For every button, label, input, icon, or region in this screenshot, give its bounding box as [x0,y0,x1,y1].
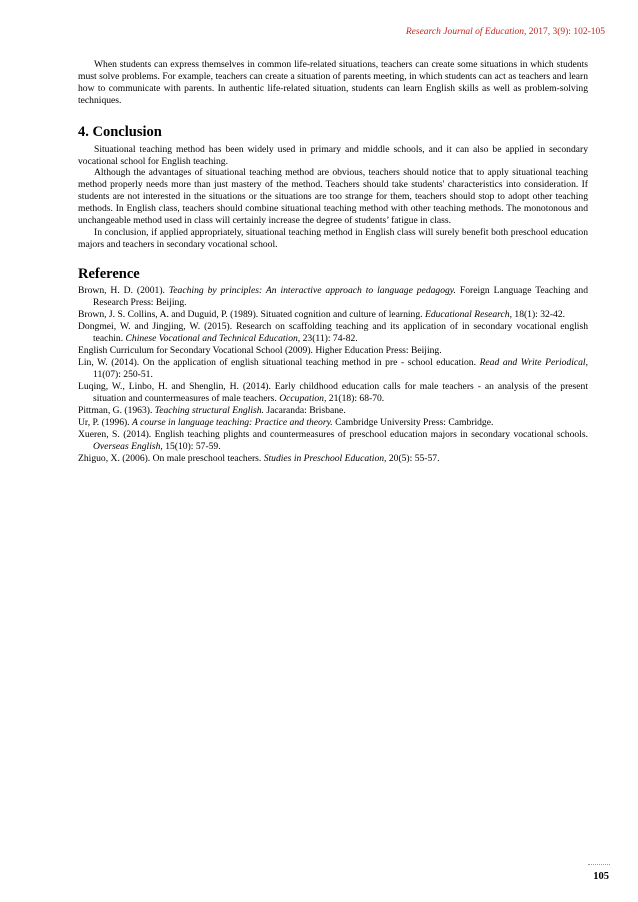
conclusion-paragraph: In conclusion, if applied appropriately, situational teaching method in English class will surely benefit both preschool education majors and teachers in secondary vocational school. [78,226,588,250]
reference-title: A course in language teaching: Practice and theory. [131,416,333,428]
reference-title: Read and Write Periodical, [479,356,588,368]
reference-item [78,357,588,381]
reference-item [78,429,588,453]
reference-text: Zhiguo, X. (2006). On male preschool teachers. [78,452,264,464]
reference-text: Ur, P. (1996). [78,416,132,428]
reference-text: English Curriculum for Secondary Vocational School (2009). Higher Education Press: Beijing. [78,344,442,356]
reference-title: Overseas English, [93,440,163,452]
reference-item [78,309,588,321]
reference-publisher: 15(10): 57-59. [162,440,221,452]
reference-text: Brown, H. D. (2001). [78,284,169,296]
reference-item [78,321,588,345]
reference-publisher: Foreign Language Teaching and Research Press: Beijing. [93,284,588,308]
reference-title: Educational Research, [424,308,512,320]
reference-publisher: 20(5): 55-57. [386,452,440,464]
running-header [406,27,605,37]
reference-text: Pittman, G. (1963). [78,404,155,416]
reference-publisher: Jacaranda: Brisbane. [263,404,346,416]
reference-item [78,453,588,465]
reference-text: Xueren, S. (2014). English teaching plights and countermeasures of preschool education majors in secondary vocational schools. [78,428,588,440]
reference-title: Teaching by principles: An interactive approach to language pedagogy. [168,284,456,296]
reference-heading: Reference [78,265,140,282]
reference-title: Occupation, [279,392,327,404]
conclusion-heading: 4. Conclusion [78,123,162,140]
conclusion-paragraph: Although the advantages of situational teaching method are obvious, teachers should notice that to apply situational teaching method properly needs more than just mastery of the method. Teachers should take students' characteristics into consideration. If students are not interested in the situations or the situations are too strange for them, teachers should stop to adopt other teaching methods. In English class, teachers should combine situational teaching method with other teaching methods. The monotonous and unchangeable method used in class will certainly increase the degree of students’ fatigue in class. [78,167,588,227]
reference-publisher: 18(1): 32-42. [512,308,566,320]
footer-divider [588,864,610,865]
reference-item [78,285,588,309]
reference-text: Dongmei, W. and Jingjing, W. (2015). Research on scaffolding teaching and its application of in secondary vocational english teachin. [78,320,588,344]
journal-citation: , 2017, 3(9): 102-105 [523,27,605,37]
reference-list [78,285,588,465]
reference-publisher: 23(11): 74-82. [300,332,358,344]
reference-title: Studies in Preschool Education, [263,452,387,464]
page-number: 105 [593,871,609,882]
article-body [78,59,588,465]
journal-name: Research Journal of Education [405,27,524,37]
reference-text: Lin, W. (2014). On the application of english situational teaching method in pre - school education. [78,356,480,368]
reference-item [78,405,588,417]
reference-text: Brown, J. S. Collins, A. and Duguid, P. (1989). Situated cognition and culture of learning. [78,308,425,320]
intro-paragraph: When students can express themselves in common life-related situations, teachers can create some situations in which students must solve problems. For example, teachers can create a situation of parents meeting, in which students can act as teachers and learn how to communicate with parents. In authentic life-related situation, students can learn English skills as well as problem-solving techniques. [78,59,588,106]
reference-title: Chinese Vocational and Technical Education, [125,332,301,344]
reference-title: Teaching structural English. [154,404,264,416]
reference-publisher: Cambridge University Press: Cambridge. [332,416,494,428]
reference-publisher: 11(07): 250-51. [93,368,153,380]
reference-item [78,381,588,405]
reference-text: Luqing, W., Linbo, H. and Shenglin, H. (2014). Early childhood education calls for male teachers - an analysis of the present situation and countermeasures of male teachers. [78,380,588,404]
reference-item [78,345,588,357]
reference-publisher: 21(18): 68-70. [326,392,385,404]
reference-item [78,417,588,429]
conclusion-paragraph: Situational teaching method has been widely used in primary and middle schools, and it can also be applied in secondary vocational school for English teaching. [78,143,588,167]
